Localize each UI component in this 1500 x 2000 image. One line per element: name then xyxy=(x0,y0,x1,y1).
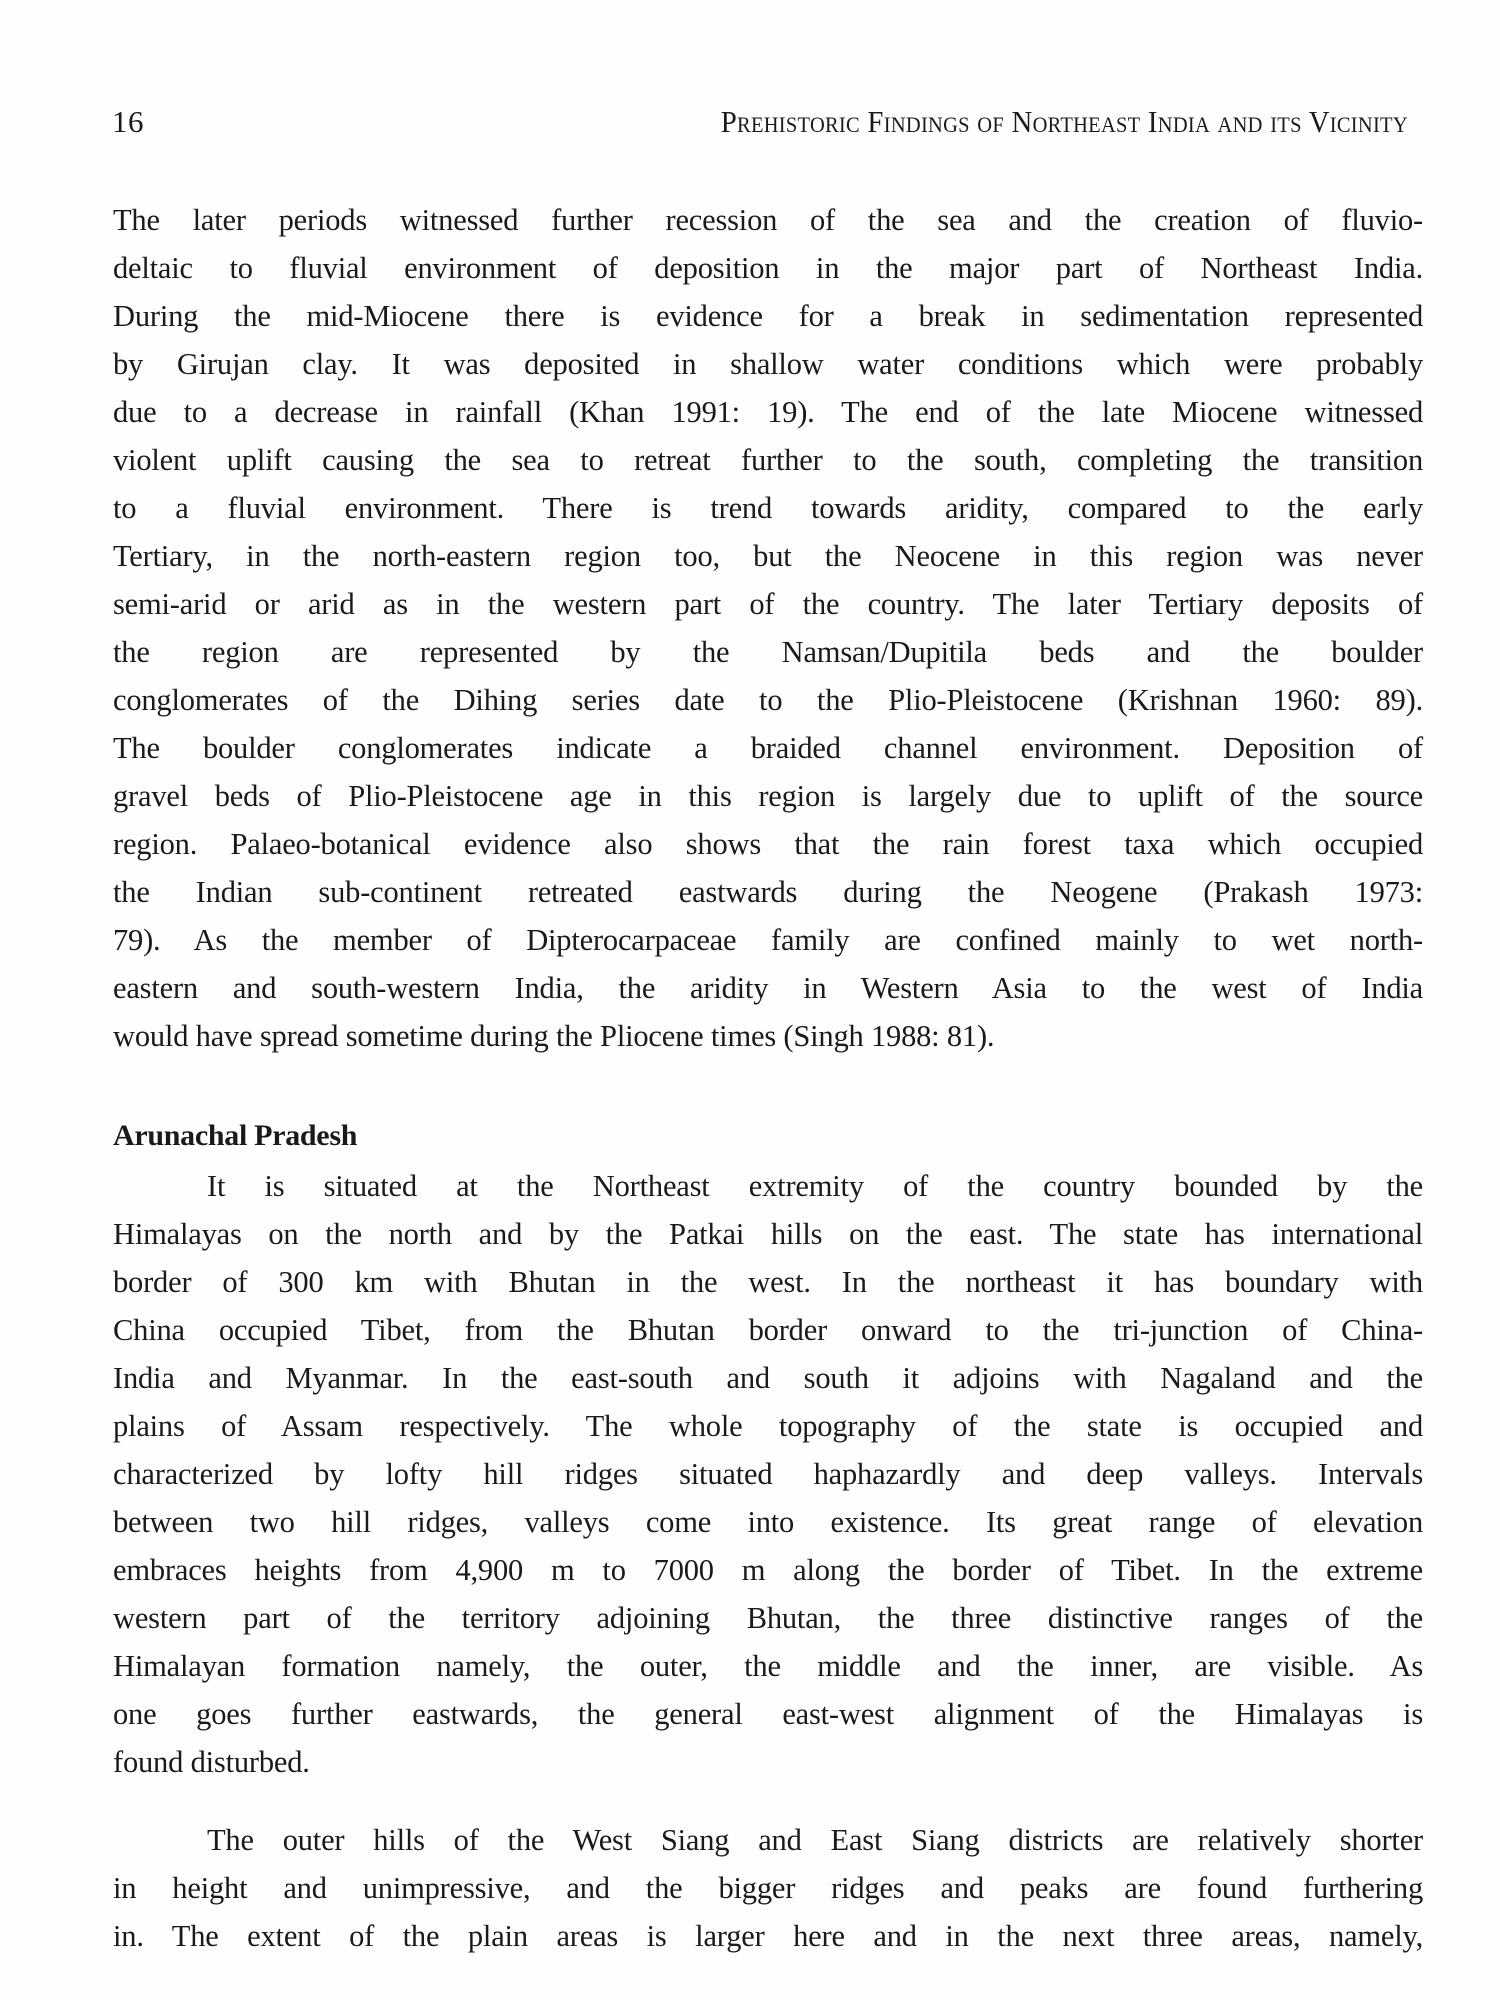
text-line: Tertiary, in the north-eastern region too, but the Neocene in this region was never xyxy=(113,539,1423,573)
text-line: India and Myanmar. In the east-south and south it adjoins with Nagaland and the xyxy=(113,1361,1423,1395)
text-line: deltaic to fluvial environment of deposition in the major part of Northeast India. xyxy=(113,251,1423,285)
running-title: Prehistoric Findings of Northeast India and its Vicinity xyxy=(720,104,1408,139)
text-line: due to a decrease in rainfall (Khan 1991: 19). The end of the late Miocene witnessed xyxy=(113,395,1423,429)
text-line: border of 300 km with Bhutan in the west. In the northeast it has boundary with xyxy=(113,1265,1423,1299)
text-line: The outer hills of the West Siang and East Siang districts are relatively shorter xyxy=(207,1823,1423,1857)
text-line: the Indian sub-continent retreated eastwards during the Neogene (Prakash 1973: xyxy=(113,875,1423,909)
text-line: plains of Assam respectively. The whole topography of the state is occupied and xyxy=(113,1409,1423,1443)
text-line: one goes further eastwards, the general east-west alignment of the Himalayas is xyxy=(113,1697,1423,1731)
text-line: western part of the territory adjoining Bhutan, the three distinctive ranges of the xyxy=(113,1601,1423,1635)
text-line: It is situated at the Northeast extremity of the country bounded by the xyxy=(207,1169,1423,1203)
text-line: Himalayas on the north and by the Patkai hills on the east. The state has international xyxy=(113,1217,1423,1251)
page-number: 16 xyxy=(112,104,144,139)
text-line: The later periods witnessed further recession of the sea and the creation of fluvio- xyxy=(113,203,1423,237)
text-line: in height and unimpressive, and the bigger ridges and peaks are found furthering xyxy=(113,1871,1423,1905)
text-line: The boulder conglomerates indicate a braided channel environment. Deposition of xyxy=(113,731,1423,765)
text-line: violent uplift causing the sea to retreat further to the south, completing the transition xyxy=(113,443,1423,477)
paragraph-outer-hills xyxy=(113,1816,1423,1960)
paragraph-tertiary-deposits xyxy=(113,196,1423,1060)
text-line: in. The extent of the plain areas is larger here and in the next three areas, namely, xyxy=(113,1919,1423,1953)
text-line: conglomerates of the Dihing series date to the Plio-Pleistocene (Krishnan 1960: 89). xyxy=(113,683,1423,717)
text-line: Himalayan formation namely, the outer, the middle and the inner, are visible. As xyxy=(113,1649,1423,1683)
text-line: by Girujan clay. It was deposited in shallow water conditions which were probably xyxy=(113,347,1423,381)
text-line: would have spread sometime during the Pliocene times (Singh 1988: 81). xyxy=(113,1019,995,1053)
text-line: between two hill ridges, valleys come into existence. Its great range of elevation xyxy=(113,1505,1423,1539)
text-line: During the mid-Miocene there is evidence for a break in sedimentation represented xyxy=(113,299,1423,333)
text-line: the region are represented by the Namsan/Dupitila beds and the boulder xyxy=(113,635,1423,669)
text-line: gravel beds of Plio-Pleistocene age in this region is largely due to uplift of the source xyxy=(113,779,1423,813)
text-line: to a fluvial environment. There is trend towards aridity, compared to the early xyxy=(113,491,1423,525)
running-header xyxy=(112,104,1408,148)
text-line: 79). As the member of Dipterocarpaceae family are confined mainly to wet north- xyxy=(113,923,1423,957)
text-line: region. Palaeo-botanical evidence also shows that the rain forest taxa which occupied xyxy=(113,827,1423,861)
text-line: found disturbed. xyxy=(113,1745,310,1779)
text-line: eastern and south-western India, the aridity in Western Asia to the west of India xyxy=(113,971,1423,1005)
text-line: characterized by lofty hill ridges situated haphazardly and deep valleys. Intervals xyxy=(113,1457,1423,1491)
text-line: embraces heights from 4,900 m to 7000 m along the border of Tibet. In the extreme xyxy=(113,1553,1423,1587)
section-heading: Arunachal Pradesh xyxy=(113,1119,358,1152)
paragraph-arunachal-intro xyxy=(113,1162,1423,1786)
text-line: China occupied Tibet, from the Bhutan border onward to the tri-junction of China- xyxy=(113,1313,1423,1347)
text-line: semi-arid or arid as in the western part of the country. The later Tertiary deposits of xyxy=(113,587,1423,621)
